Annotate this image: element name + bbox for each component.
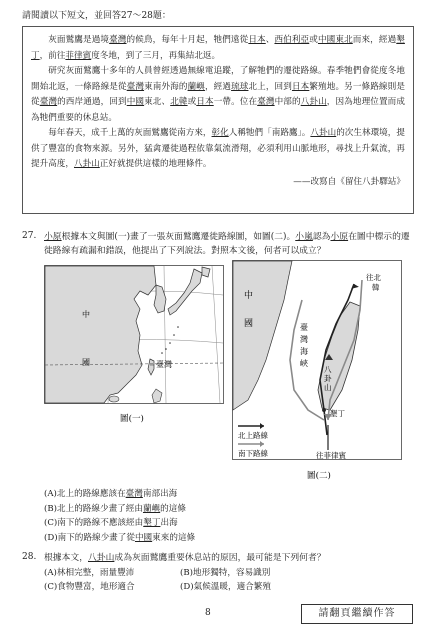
proper-noun: 臺灣 bbox=[125, 489, 143, 499]
text-segment: 人稱牠們「南路鷹」。 bbox=[228, 128, 311, 138]
proper-noun: 日本 bbox=[248, 35, 266, 45]
text-segment: 中部的 bbox=[274, 97, 301, 107]
fig2-label-zhong: 中 bbox=[244, 291, 254, 301]
text-segment: 東來的這條 bbox=[152, 532, 196, 543]
text-segment: ，經過 bbox=[204, 81, 232, 92]
proper-noun: 墾丁 bbox=[31, 35, 405, 61]
question-number: 27. bbox=[22, 231, 37, 241]
continue-notice: 請翻頁繼續作答 bbox=[301, 604, 413, 624]
passage-source: ——改寫自《留住八卦驛站》 bbox=[293, 176, 405, 187]
option-27-D[interactable] bbox=[44, 531, 195, 546]
question-27-stem bbox=[44, 230, 414, 258]
fig1-label-taiwan: 臺灣 bbox=[156, 360, 172, 369]
option-28-D[interactable]: (D)氣候溫暖，適合繁殖 bbox=[180, 582, 271, 592]
fig1-label-zhong: 中 bbox=[82, 310, 90, 319]
fig2-bagua-2: 卦 bbox=[324, 374, 332, 383]
text-segment: 一帶。位在 bbox=[213, 97, 258, 107]
text-segment: 、 bbox=[265, 35, 275, 45]
text-segment: 正好就提供這樣的地理條件。 bbox=[99, 159, 212, 169]
passage-paragraph-3 bbox=[31, 126, 405, 173]
proper-noun: 西伯利亞 bbox=[274, 35, 310, 45]
text-segment: 的候鳥，每年十月起，牠們遠從 bbox=[126, 35, 249, 45]
text-segment: 繁殖地。另一條路線則是從 bbox=[31, 81, 405, 107]
fig2-strait-1: 臺 bbox=[300, 323, 308, 332]
figure-1-caption: 圖(一) bbox=[120, 414, 144, 424]
option-28-A[interactable]: (A)林相完整，雨量豐沛 bbox=[44, 568, 135, 578]
fig2-bagua-1: 八 bbox=[324, 365, 332, 374]
text-segment: 北上，回到 bbox=[248, 81, 292, 92]
fig2-north-korea-top: 往北 bbox=[366, 273, 381, 282]
option-28-C[interactable]: (C)食物豐富，地形適合 bbox=[44, 582, 135, 592]
text-segment: 南部出海 bbox=[142, 489, 178, 499]
text-segment: 而來，經過 bbox=[352, 35, 397, 45]
text-segment: ，因為地理位置而成為牠們重要的休息站。 bbox=[31, 97, 405, 123]
proper-noun: 蘭嶼 bbox=[187, 81, 205, 92]
text-segment: 的西岸通過，回到 bbox=[57, 97, 127, 107]
text-segment: 東北、 bbox=[144, 97, 171, 107]
proper-noun: 蘭嶼 bbox=[142, 503, 161, 514]
fig2-kending-label: 墾丁 bbox=[330, 409, 345, 418]
proper-noun: 中國 bbox=[134, 532, 153, 543]
question-28 bbox=[22, 551, 414, 563]
proper-noun: 琉球 bbox=[231, 81, 249, 92]
proper-noun: 日本 bbox=[196, 97, 214, 107]
page-number: 8 bbox=[205, 608, 211, 618]
text-segment: 的次生林環境，提供了豐富的食物來源。另外，猛禽遷徙過程依靠氣流滑翔，必須利用山脈地形，尋找上升氣流，再提升高度， bbox=[31, 128, 405, 169]
passage-paragraph-1 bbox=[31, 33, 405, 64]
proper-noun: 八卦山 bbox=[310, 128, 337, 138]
reading-instruction: 請閱讀以下短文，並回答27～28題： bbox=[22, 11, 171, 21]
proper-noun: 北韓 bbox=[170, 97, 188, 107]
proper-noun: 八卦山 bbox=[88, 553, 115, 563]
option-27-B[interactable] bbox=[44, 502, 195, 517]
passage-paragraph-2 bbox=[31, 64, 405, 126]
text-segment: 東南外海的 bbox=[144, 81, 188, 92]
fig2-strait-4: 峽 bbox=[300, 359, 308, 368]
text-segment: 灰面鷲鷹是過境 bbox=[48, 35, 110, 45]
legend-southbound: 南下路線 bbox=[238, 449, 268, 458]
text-segment: ，前往 bbox=[39, 50, 66, 61]
text-segment: 根據本文與圖(一)畫了一張灰面鷲鷹遷徙路線圖，如圖(二)。 bbox=[61, 232, 296, 242]
question-number: 28. bbox=[22, 552, 37, 562]
legend-northbound: 北上路線 bbox=[238, 431, 268, 440]
proper-noun: 八卦山 bbox=[300, 97, 327, 107]
question-27 bbox=[22, 230, 414, 256]
question-27-options bbox=[44, 487, 195, 545]
option-28-B[interactable]: (B)地形獨特，容易識別 bbox=[180, 568, 271, 578]
proper-noun: 中國 bbox=[126, 97, 145, 107]
text-segment: 的這條 bbox=[160, 503, 186, 514]
text-segment: (A)北上的路線應該在 bbox=[44, 489, 126, 499]
text-segment: (D)南下的路線少畫了從 bbox=[44, 532, 135, 543]
text-segment: 或 bbox=[187, 97, 197, 107]
figure-2-caption: 圖(二) bbox=[307, 471, 331, 481]
proper-noun: 臺灣 bbox=[39, 97, 58, 107]
proper-noun: 中國東北 bbox=[317, 35, 353, 45]
proper-noun: 小原 bbox=[44, 232, 62, 242]
fig2-strait-3: 海 bbox=[300, 347, 308, 356]
proper-noun: 八卦山 bbox=[73, 159, 100, 169]
proper-noun: 臺灣 bbox=[257, 97, 275, 107]
proper-noun: 臺灣 bbox=[109, 35, 127, 45]
fig2-bagua-3: 山 bbox=[324, 383, 332, 392]
fig2-strait-2: 灣 bbox=[300, 335, 308, 344]
fig1-label-guo: 國 bbox=[82, 358, 90, 367]
text-segment: 成為灰面鷲鷹重要休息站的原因，最可能是下列何者？ bbox=[114, 553, 326, 563]
proper-noun: 臺灣 bbox=[126, 81, 145, 92]
proper-noun: 小嵐 bbox=[295, 232, 313, 242]
proper-noun: 墾丁 bbox=[143, 518, 161, 528]
text-segment: (B)北上的路線少畫了經由 bbox=[44, 503, 143, 514]
proper-noun: 日本 bbox=[291, 81, 310, 92]
text-segment: 在圖中標示的遷徙路線有疏漏和錯誤，他提出了下列說法。對照本文後，何者可以成立？ bbox=[44, 232, 410, 256]
figure-2-map bbox=[232, 260, 402, 485]
option-27-A[interactable] bbox=[44, 487, 195, 502]
text-segment: 度冬地，到了三月，再集結北返。 bbox=[91, 50, 221, 61]
proper-noun: 菲律賓 bbox=[65, 50, 92, 61]
text-segment: 出海 bbox=[160, 518, 178, 528]
option-27-C[interactable] bbox=[44, 516, 195, 531]
question-28-stem bbox=[44, 551, 414, 565]
figure-1-map bbox=[44, 265, 224, 425]
text-segment: 或 bbox=[309, 35, 318, 45]
proper-noun: 彰化 bbox=[211, 128, 229, 138]
text-segment: 認為 bbox=[312, 232, 331, 242]
fig2-north-korea-bottom: 韓 bbox=[372, 283, 380, 292]
proper-noun: 小原 bbox=[330, 232, 349, 242]
fig2-label-guo: 國 bbox=[244, 319, 254, 329]
text-segment: 根據本文， bbox=[44, 553, 88, 563]
passage-box bbox=[22, 26, 414, 214]
text-segment: 研究灰面鷲鷹十多年的人員曾經透過無線電追蹤，了解牠們的遷徙路線。春季牠們會從度冬地開始北返，一條路線是從 bbox=[31, 66, 405, 92]
text-segment: 每年春天，成千上萬的灰面鷲鷹從南方來， bbox=[48, 128, 212, 138]
text-segment: (C)南下的路線不應該經由 bbox=[44, 518, 144, 528]
fig2-philippines-label: 往菲律賓 bbox=[316, 451, 346, 460]
